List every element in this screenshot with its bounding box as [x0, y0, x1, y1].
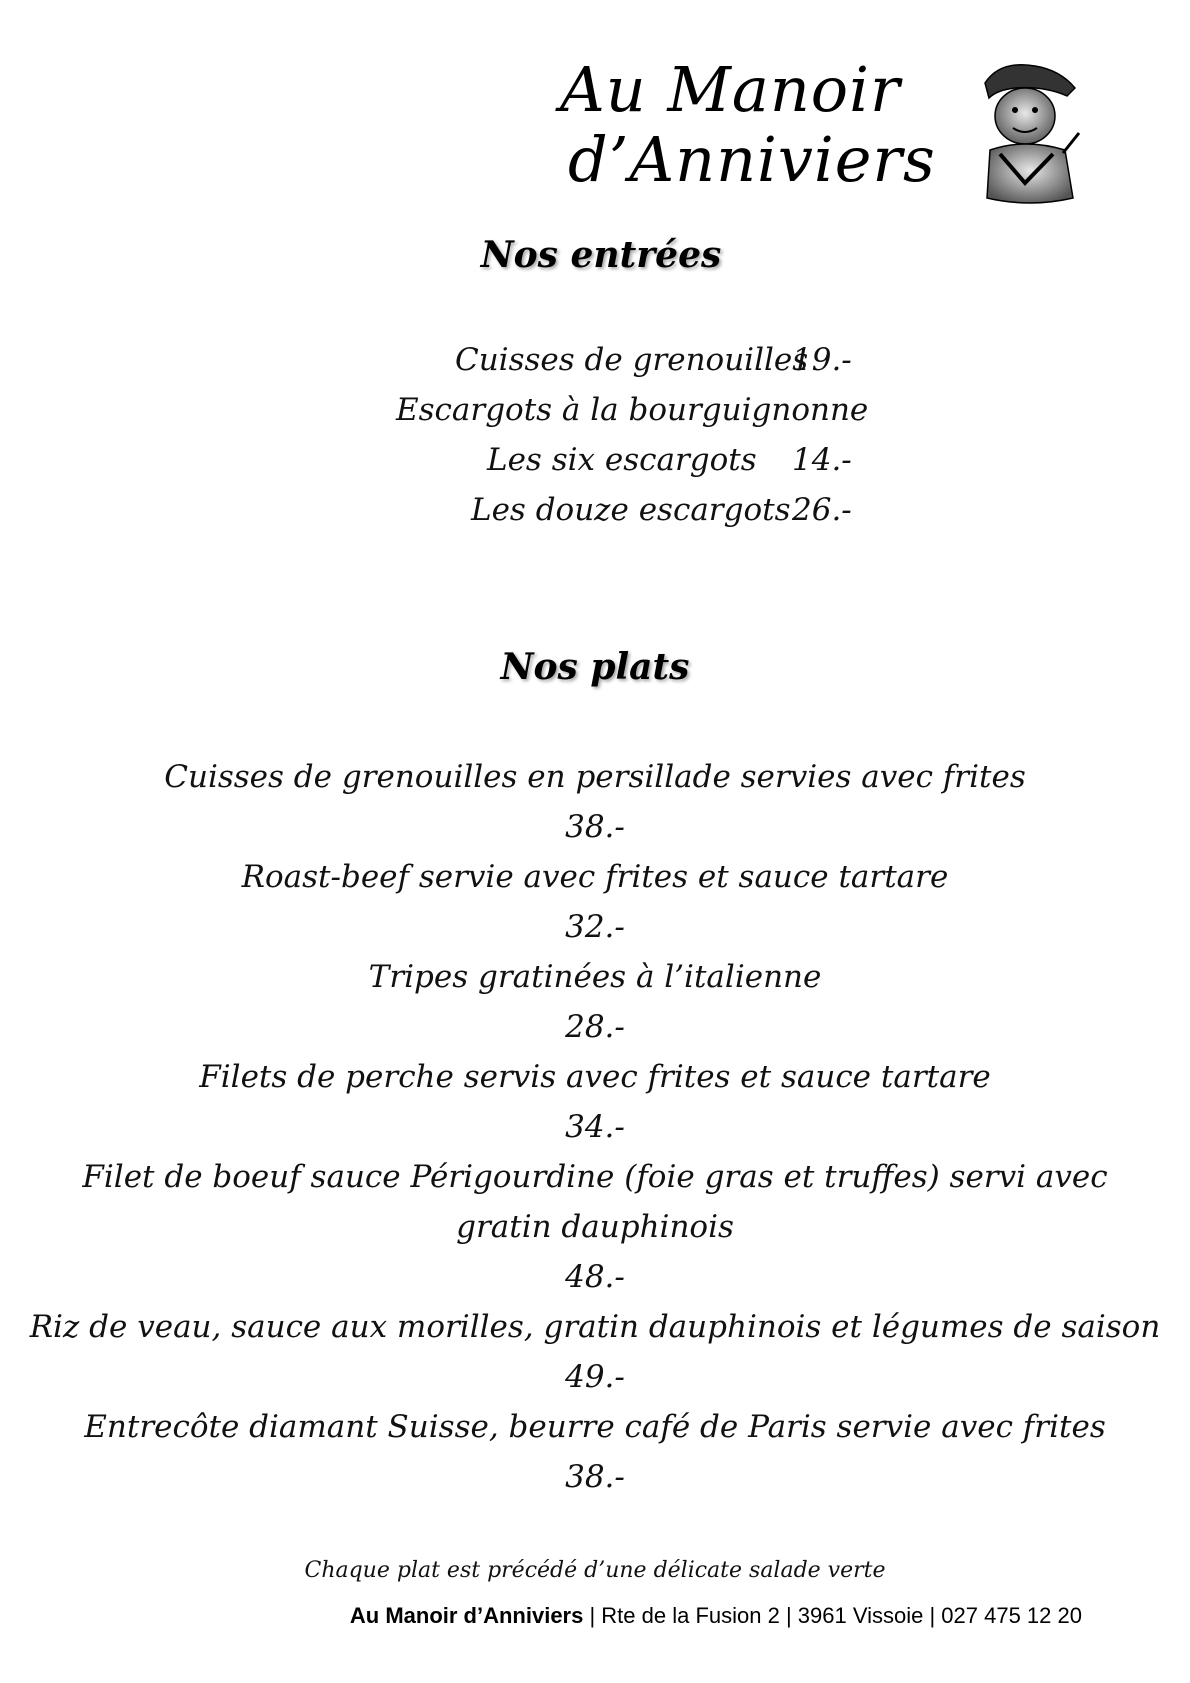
plat-item [0, 952, 1190, 1052]
plat-price: 49.- [565, 1359, 625, 1395]
logo-line-1: Au Manoir [560, 53, 901, 126]
salad-note: Chaque plat est précédé d’une délicate salade verte [304, 1558, 886, 1583]
plat-name: Roast-beef servie avec frites et sauce tartare [241, 859, 949, 895]
mascot-boy-icon [975, 58, 1085, 208]
entree-name: Les douze escargots [471, 492, 791, 528]
plat-item [0, 852, 1190, 952]
plat-price: 38.- [565, 1459, 625, 1495]
plat-price: 28.- [565, 1009, 625, 1045]
section-title-plats: Nos plats [500, 646, 690, 688]
plat-price: 32.- [565, 909, 625, 945]
plat-item [0, 1302, 1190, 1402]
entree-name: Escargots à la bourguignonne [396, 392, 869, 428]
plat-name: Riz de veau, sauce aux morilles, gratin dauphinois et légumes de saison [29, 1309, 1161, 1345]
plat-name: Cuisses de grenouilles en persillade servies avec frites [164, 759, 1026, 795]
section-title-entrees: Nos entrées [480, 234, 722, 276]
plat-item [0, 1052, 1190, 1152]
plat-price: 38.- [565, 809, 625, 845]
plat-price: 34.- [565, 1109, 625, 1145]
entree-name: Cuisses de grenouilles [455, 342, 809, 378]
plat-item [0, 1152, 1190, 1302]
plats-list [0, 752, 1190, 1502]
footer-restaurant-name: Au Manoir d’Anniviers [349, 1603, 584, 1628]
entree-price: 14.- [792, 442, 852, 478]
plat-name-continued: gratin dauphinois [456, 1209, 734, 1245]
plat-name: Filet de boeuf sauce Périgourdine (foie gras et truffes) servi avec [82, 1159, 1108, 1195]
entree-price: 26.- [792, 492, 852, 528]
plat-item [0, 1402, 1190, 1502]
footer-contact [350, 1603, 1082, 1629]
plat-price: 48.- [565, 1259, 625, 1295]
plat-name: Filets de perche servis avec frites et sauce tartare [199, 1059, 991, 1095]
entree-name: Les six escargots [487, 442, 757, 478]
logo-line-2: d’Anniviers [568, 123, 936, 196]
restaurant-logo-title [560, 53, 936, 196]
entree-price: 19.- [792, 342, 852, 378]
plat-name: Entrecôte diamant Suisse, beurre café de Paris servie avec frites [84, 1409, 1106, 1445]
plat-name: Tripes gratinées à l’italienne [368, 959, 822, 995]
footer-address: | Rte de la Fusion 2 | 3961 Vissoie | 027 475 12 20 [583, 1603, 1082, 1628]
plat-item [0, 752, 1190, 852]
